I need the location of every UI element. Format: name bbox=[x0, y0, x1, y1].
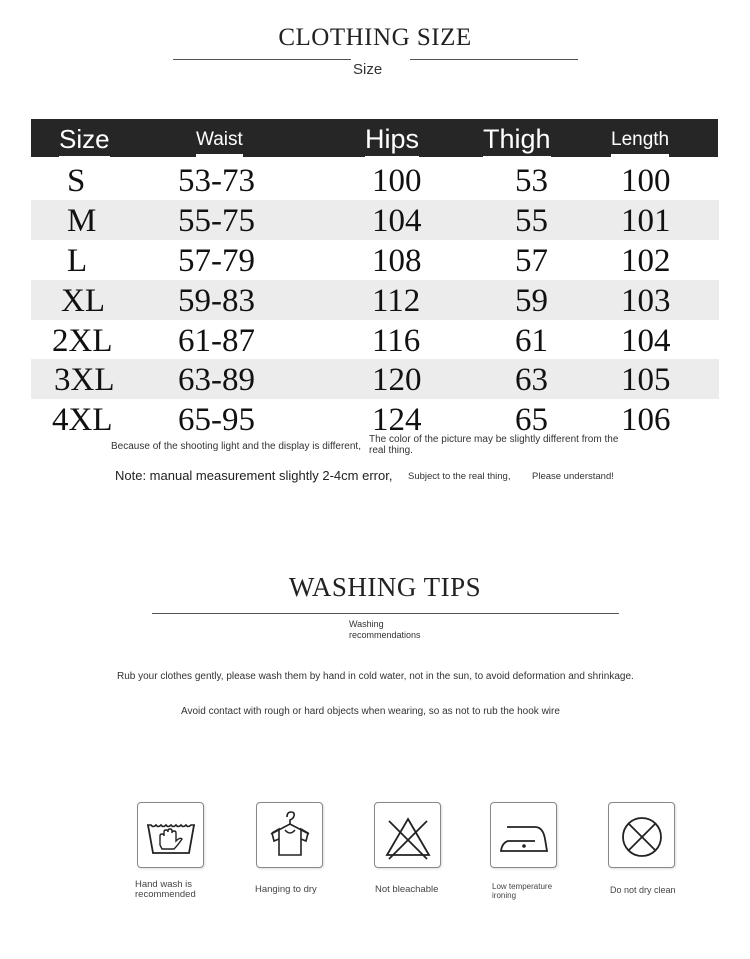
cell-thigh: 59 bbox=[515, 283, 548, 319]
cell-hips: 112 bbox=[372, 283, 421, 319]
table-row bbox=[31, 160, 719, 200]
cell-waist: 61-87 bbox=[178, 323, 255, 359]
cell-hips: 104 bbox=[372, 203, 422, 239]
table-row bbox=[31, 320, 719, 360]
cell-thigh: 55 bbox=[515, 203, 548, 239]
table-row bbox=[31, 399, 719, 439]
low-temp-iron-icon bbox=[490, 802, 557, 868]
cell-size: M bbox=[67, 203, 97, 239]
cell-size: XL bbox=[61, 283, 105, 319]
care-label-low-temp-iron: Low temperature ironing bbox=[492, 882, 553, 900]
header-thigh: Thigh bbox=[483, 119, 551, 157]
hanging-dry-icon bbox=[256, 802, 323, 868]
size-table-header bbox=[31, 119, 718, 157]
washing-instruction-1: Rub your clothes gently, please wash them by hand in cold water, not in the sun, to avoid deformation and shrinkage. bbox=[117, 671, 634, 682]
cell-hips: 116 bbox=[372, 323, 421, 359]
cell-hips: 124 bbox=[372, 402, 422, 438]
disclaimer-left: Because of the shooting light and the display is different, bbox=[111, 441, 361, 452]
title-rule-left bbox=[173, 59, 351, 60]
cell-waist: 53-73 bbox=[178, 163, 255, 199]
page-subtitle: Size bbox=[353, 61, 383, 78]
cell-waist: 55-75 bbox=[178, 203, 255, 239]
disclaimer-right: The color of the picture may be slightly different from the real thing. bbox=[369, 434, 619, 456]
cell-size: S bbox=[67, 163, 86, 199]
measurement-note: Note: manual measurement slightly 2-4cm error, bbox=[115, 468, 393, 483]
table-row bbox=[31, 359, 719, 399]
header-hips: Hips bbox=[365, 119, 419, 157]
no-bleach-icon bbox=[374, 802, 441, 868]
cell-length: 105 bbox=[621, 362, 671, 398]
hand-wash-icon bbox=[137, 802, 204, 868]
washing-instruction-2: Avoid contact with rough or hard objects when wearing, so as not to rub the hook wire bbox=[181, 706, 560, 717]
washing-rule bbox=[152, 613, 619, 614]
cell-waist: 63-89 bbox=[178, 362, 255, 398]
no-dry-clean-icon bbox=[608, 802, 675, 868]
cell-thigh: 57 bbox=[515, 243, 548, 279]
cell-hips: 108 bbox=[372, 243, 422, 279]
cell-thigh: 63 bbox=[515, 362, 548, 398]
cell-waist: 65-95 bbox=[178, 402, 255, 438]
cell-hips: 120 bbox=[372, 362, 422, 398]
note-understand: Please understand! bbox=[532, 471, 614, 482]
cell-hips: 100 bbox=[372, 163, 422, 199]
washing-subtitle: Washing recommendations bbox=[349, 619, 421, 640]
title-rule-right bbox=[410, 59, 578, 60]
cell-length: 100 bbox=[621, 163, 671, 199]
cell-waist: 59-83 bbox=[178, 283, 255, 319]
washing-title: WASHING TIPS bbox=[288, 572, 482, 602]
header-length: Length bbox=[611, 119, 669, 157]
cell-length: 104 bbox=[621, 323, 671, 359]
page-title: CLOTHING SIZE bbox=[278, 24, 472, 51]
header-size: Size bbox=[59, 119, 110, 157]
cell-waist: 57-79 bbox=[178, 243, 255, 279]
cell-length: 101 bbox=[621, 203, 671, 239]
care-label-no-dry-clean: Do not dry clean bbox=[610, 885, 676, 895]
cell-size: 3XL bbox=[54, 362, 115, 398]
cell-length: 106 bbox=[621, 402, 671, 438]
cell-size: L bbox=[67, 243, 88, 279]
header-waist: Waist bbox=[196, 119, 243, 157]
cell-length: 103 bbox=[621, 283, 671, 319]
cell-size: 4XL bbox=[52, 402, 113, 438]
cell-length: 102 bbox=[621, 243, 671, 279]
cell-size: 2XL bbox=[52, 323, 113, 359]
care-label-hand-wash: Hand wash is recommended bbox=[135, 879, 196, 900]
cell-thigh: 53 bbox=[515, 163, 548, 199]
table-row bbox=[31, 240, 719, 280]
table-row bbox=[31, 200, 719, 240]
table-row bbox=[31, 280, 719, 320]
care-label-no-bleach: Not bleachable bbox=[375, 884, 439, 895]
cell-thigh: 61 bbox=[515, 323, 548, 359]
note-real-thing: Subject to the real thing, bbox=[408, 471, 511, 482]
cell-thigh: 65 bbox=[515, 402, 548, 438]
care-label-hanging-dry: Hanging to dry bbox=[255, 884, 317, 895]
